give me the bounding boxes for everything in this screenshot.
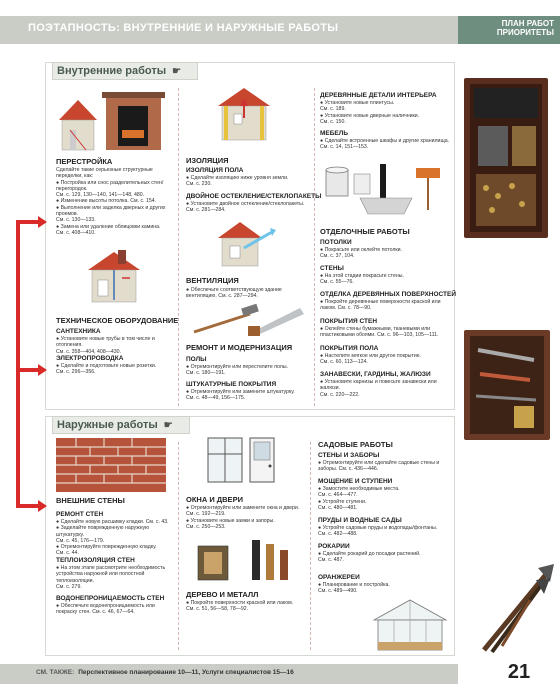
text-block <box>56 519 174 557</box>
text-line: См. с. 150. <box>320 118 346 125</box>
text-line: См. с. 358—404, 408—430. <box>56 348 121 355</box>
text-block <box>318 486 452 511</box>
text-block <box>186 175 310 188</box>
text-line: ● Установите новые замки и запоры. <box>186 517 275 524</box>
text-block <box>56 565 174 590</box>
see-also <box>36 669 294 676</box>
column-divider <box>178 442 179 650</box>
text-line: ● Сделайте встроенные шкафы и другие хранилища. См. с. 14, 151—153. <box>320 138 450 151</box>
interior-label-text: Внутренние работы <box>57 65 167 77</box>
heading-moschenie: МОЩЕНИЕ И СТУПЕНИ <box>318 478 393 485</box>
tab-line-1: ПЛАН РАБОТ <box>501 19 554 28</box>
house-insulation-illustration <box>214 84 274 144</box>
text-line: ● Обеспечьте соответствующую здание <box>186 287 282 293</box>
text-line: ● Сделайте изоляцию ниже уровня земли. <box>186 175 289 181</box>
heading-izolyaciya: ИЗОЛЯЦИЯ <box>186 156 229 165</box>
text-block <box>318 525 452 538</box>
red-flow-line <box>16 220 20 508</box>
heading-otd-der: ОТДЕЛКА ДЕРЕВЯННЫХ ПОВЕРХНОСТЕЙ <box>320 291 457 298</box>
text-line: ● Заделайте поврежденную наружную штукатурку. <box>56 525 150 538</box>
house-ventilation-illustration <box>214 218 278 268</box>
column-divider <box>178 88 179 406</box>
text-line: См. с. 55—76. <box>320 279 354 286</box>
text-line: См. с. 230. <box>186 181 212 188</box>
heading-ventilyaciya: ВЕНТИЛЯЦИЯ <box>186 276 239 285</box>
text-line: См. с. 60, 113—124. <box>320 359 368 366</box>
heading-vneshnie: ВНЕШНИЕ СТЕНЫ <box>56 496 125 505</box>
text-line: вентиляцию. См. с. 287—294. <box>186 293 258 300</box>
text-block <box>186 201 310 214</box>
heading-oranzh: ОРАНЖЕРЕИ <box>318 574 360 581</box>
see-also-label: СМ. ТАКЖЕ: <box>36 669 75 676</box>
text-block <box>320 326 452 339</box>
text-block <box>56 603 174 616</box>
text-line: См. с. 487. <box>318 557 344 564</box>
side-tab <box>458 16 560 44</box>
text-block <box>56 336 174 355</box>
exterior-label-text: Наружные работы <box>57 419 158 431</box>
text-line: См. с. 130—133. <box>56 217 96 224</box>
text-line: См. с. 480—481. <box>318 504 358 511</box>
text-block <box>186 600 306 613</box>
red-arrow-head <box>38 364 47 376</box>
text-line: ● Покройте деревянные поверхности краской или лаком. См. с. 78—90. <box>320 299 441 312</box>
heading-steny-zabory: СТЕНЫ И ЗАБОРЫ <box>318 452 380 459</box>
text-line: ● На этой стадии покрасьте стены. <box>320 273 404 279</box>
text-block <box>318 582 452 595</box>
toolbox-open-photo <box>464 330 550 440</box>
heading-otdelochnye: ОТДЕЛОЧНЫЕ РАБОТЫ <box>320 227 410 236</box>
pointing-hand-icon: ☛ <box>163 420 173 431</box>
text-block <box>186 389 310 402</box>
text-line: ● Установите двойное остекление/стеклопакеты. <box>186 201 305 207</box>
text-block <box>318 551 452 564</box>
text-line: ● Планирование и постройка. <box>318 582 390 588</box>
wood-metal-tools-illustration <box>196 536 304 584</box>
text-block <box>320 299 452 312</box>
text-line: ● Отремонтируйте или сделайте садовые стены и заборы. См. с. 436—446. <box>318 460 440 473</box>
red-arrow-head <box>38 500 47 512</box>
house-fireplace-illustration <box>56 82 166 152</box>
text-line: ● Отремонтируйте или перестелите полы. <box>186 364 289 370</box>
heading-vodo: ВОДОНЕПРОНИЦАЕМОСТЬ СТЕН <box>56 595 165 602</box>
text-line: Сделайте такие серьезные структурные переделки, как: <box>56 167 153 180</box>
window-door-illustration <box>200 436 280 486</box>
text-line: ● Настелите мягкое или другое покрытие. <box>320 353 422 359</box>
toolbox-photo <box>464 78 548 238</box>
text-line: ● Замостите необходимые места. <box>318 486 400 492</box>
brick-wall-illustration <box>56 438 166 492</box>
text-line: См. с. 482—488. <box>318 531 358 538</box>
paint-tools-illustration <box>320 158 450 218</box>
page-title: ПОЭТАПНОСТЬ: ВНУТРЕННИЕ И НАРУЖНЫЕ РАБОТЫ <box>28 22 339 34</box>
heading-poly: ПОЛЫ <box>186 356 207 363</box>
heading-remont-sten: РЕМОНТ СТЕН <box>56 511 104 518</box>
text-line: ● Оклейте стены бумажными, тканевыми или пластиковыми обоями. См. с. 96—103, 105—111. <box>320 326 439 339</box>
heading-rokarii: РОКАРИИ <box>318 543 350 550</box>
text-block <box>320 273 452 286</box>
house-plumbing-illustration <box>86 248 142 304</box>
text-block <box>186 505 306 530</box>
heading-sad: САДОВЫЕ РАБОТЫ <box>318 440 393 449</box>
text-block <box>318 460 452 473</box>
text-line: См. с. 44. <box>56 550 79 557</box>
heading-pokr-sten: ПОКРЫТИЯ СТЕН <box>320 318 378 325</box>
heading-potolki: ПОТОЛКИ <box>320 239 352 246</box>
text-line: ● Установите новые трубы в том числе и отопления. <box>56 336 155 349</box>
heading-prudy: ПРУДЫ И ВОДНЫЕ САДЫ <box>318 517 402 524</box>
column-divider <box>314 88 315 406</box>
text-block <box>186 287 310 300</box>
text-line: ● Устройте ступени. <box>318 498 367 505</box>
hammer-saw-illustration <box>190 300 308 338</box>
heading-steny: СТЕНЫ <box>320 265 344 272</box>
heading-shtukatur: ШТУКАТУРНЫЕ ПОКРЫТИЯ <box>186 381 277 388</box>
text-line: ● Отремонтируйте поврежденную кладку. <box>56 544 157 551</box>
heading-dvoinoe: ДВОЙНОЕ ОСТЕКЛЕНИЕ/СТЕКЛОПАКЕТЫ <box>186 193 322 200</box>
tab-line-2: ПРИОРИТЕТЫ <box>496 28 554 37</box>
text-line: См. с. 45, 176—179. <box>56 537 105 544</box>
text-block <box>186 364 310 377</box>
text-line: См. с. 296—356. <box>56 369 96 376</box>
heading-izol-pola: ИЗОЛЯЦИЯ ПОЛА <box>186 167 244 174</box>
text-line: См. с. 192—219. <box>186 511 226 518</box>
heading-okna: ОКНА И ДВЕРИ <box>186 495 243 504</box>
text-line: См. с. 37, 104. <box>320 253 355 260</box>
pointing-hand-icon: ☛ <box>172 66 182 77</box>
heading-elektro: ЭЛЕКТРОПРОВОДКА <box>56 355 124 362</box>
text-line: ● Установите новые плинтусы. <box>320 100 395 106</box>
text-line: ● Покрасьте или оклейте потолки. <box>320 247 402 253</box>
page-number: 21 <box>478 661 560 691</box>
text-line: См. с. 281—284. <box>186 207 226 214</box>
text-line: См. с. 180—191. <box>186 370 226 377</box>
heading-pokr-pola: ПОКРЫТИЯ ПОЛА <box>320 345 379 352</box>
column-divider <box>310 442 311 650</box>
text-line: См. с. 51, 56—58, 78—92. <box>186 606 249 613</box>
heading-derevyannye: ДЕРЕВЯННЫЕ ДЕТАЛИ ИНТЕРЬЕРА <box>320 92 437 99</box>
text-line: ● Сделайте рокарий до посадки растений. <box>318 551 421 557</box>
text-line: См. с. 408—410. <box>56 229 96 236</box>
heading-santehnika: САНТЕХНИКА <box>56 328 101 335</box>
text-block <box>320 247 452 260</box>
heading-perestroyka: ПЕРЕСТРОЙКА <box>56 157 113 166</box>
exterior-section-label <box>52 416 190 434</box>
text-block <box>320 353 452 366</box>
text-line: См. с. 48—49, 156—175. <box>186 395 246 402</box>
text-line: ● Отремонтируйте или замените окна и двери. <box>186 505 300 511</box>
text-line: ● Замена или удаление облицовки камина. <box>56 223 161 230</box>
heading-zanaveski: ЗАНАВЕСКИ, ГАРДИНЫ, ЖАЛЮЗИ <box>320 371 431 378</box>
text-block <box>320 100 452 125</box>
heading-derevo: ДЕРЕВО И МЕТАЛЛ <box>186 590 259 599</box>
text-line: ● Сделайте новую расшивку кладки. См. с. 43. <box>56 519 169 525</box>
heading-remont: РЕМОНТ И МОДЕРНИЗАЦИЯ <box>186 343 293 352</box>
text-block <box>56 167 174 236</box>
text-line: ● Установите новые дверные наличники. <box>320 112 420 119</box>
heading-mebel: МЕБЕЛЬ <box>320 130 348 137</box>
text-line: См. с. 489—490. <box>318 588 358 595</box>
text-block <box>56 363 174 376</box>
text-line: См. с. 129, 130—140, 141—148, 480. <box>56 192 145 199</box>
garden-tools-photo <box>478 560 558 656</box>
text-line: ● Выполнение или заделка дверных и других проемов. <box>56 204 166 218</box>
text-line: ● Установите карнизы и повесьте занавески или жалюзи. <box>320 379 437 392</box>
text-block <box>320 379 452 398</box>
text-line: См. с. 250—253. <box>186 523 226 530</box>
greenhouse-illustration <box>370 596 452 654</box>
text-line: ● На этом этапе рассмотрите необходимость устройства наружной или полостной теплоизоляции. <box>56 565 166 584</box>
text-line: ● Сделайте и подготовьте новые розетки. <box>56 363 157 369</box>
interior-section-label <box>52 62 198 80</box>
text-line: См. с. 464—477. <box>318 492 358 499</box>
heading-teplo: ТЕПЛОИЗОЛЯЦИЯ СТЕН <box>56 557 135 564</box>
text-line: ● Постройка или снос разделительных стен/перегородок. <box>56 179 164 192</box>
heading-tech: ТЕХНИЧЕСКОЕ ОБОРУДОВАНИЕ <box>56 316 179 325</box>
red-arrow-head <box>38 216 47 228</box>
text-line: ● Устройте садовые пруды и водопады/фонтаны. <box>318 525 438 531</box>
text-line: ● Изменение высоты потолка. См. с. 154. <box>56 198 157 205</box>
text-line: См. с. 189. <box>320 106 346 113</box>
text-line: ● Покройте поверхности краской или лаком. <box>186 600 294 606</box>
text-line: См. с. 279. <box>56 583 82 590</box>
text-block <box>320 138 452 151</box>
see-also-links[interactable]: Перспективное планирование 10—11, Услуги специалистов 15—16 <box>78 669 294 676</box>
text-line: См. с. 220—222. <box>320 391 360 398</box>
text-line: ● Отремонтируйте или замените штукатурку. <box>186 389 295 395</box>
text-line: ● Обеспечьте водонепроницаемость или покраску стен. См. с. 46, 67—64. <box>56 603 155 616</box>
